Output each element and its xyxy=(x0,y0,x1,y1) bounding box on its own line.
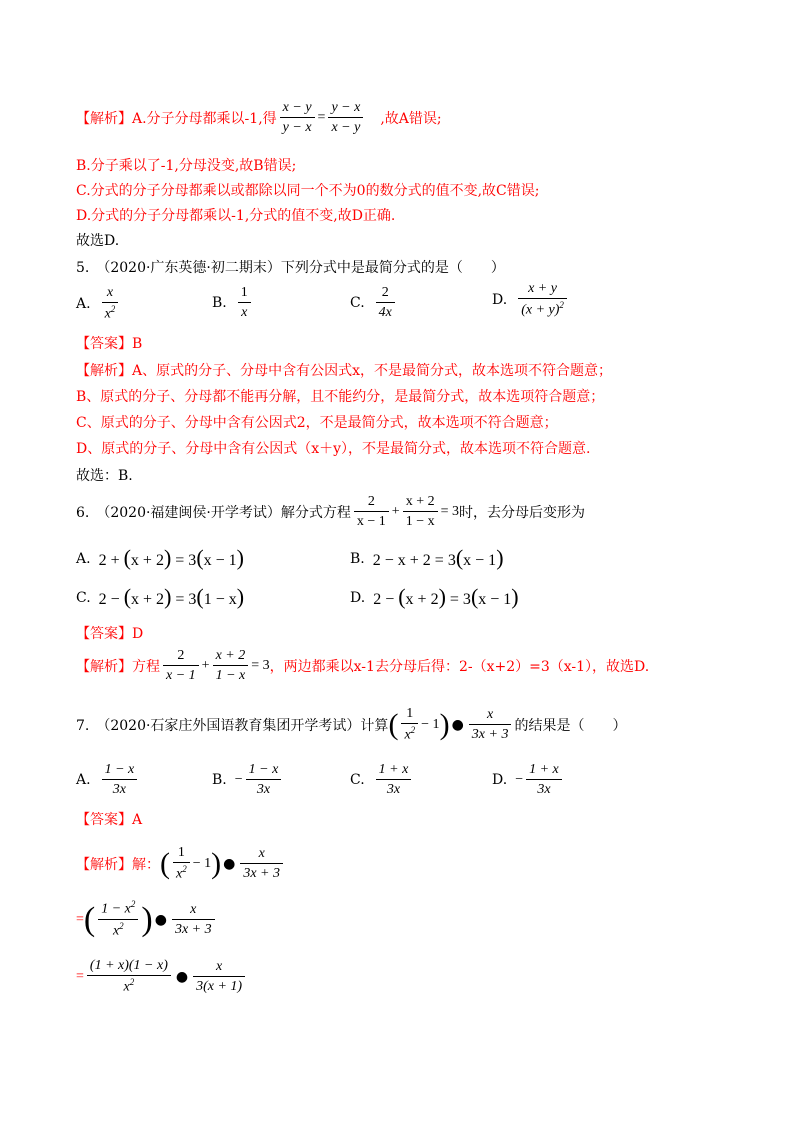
fraction: $\frac{x - y}{y - x}$ xyxy=(280,100,315,136)
q6-stem: 6. （2020·福建闽侯·开学考试）解分式方程 $\frac{2}{x - 1}$ + $\frac{x + 2}{1 - x}$ = 3 时，去分母后变形为 xyxy=(76,494,586,530)
q7-analysis-step1: 【解析】解： ( $\frac{1}{x^2}$ − 1 ) ● $\frac{x}{3x + 3}$ xyxy=(76,845,286,882)
q5-choose: 故选：B. xyxy=(76,468,133,484)
q6-answer: 【答案】D xyxy=(76,626,144,642)
option-label: B. xyxy=(212,771,227,788)
option-label: A. xyxy=(76,550,91,567)
q5-stem: 5. （2020·广东英德·初二期末）下列分式中是最简分式的是（ ） xyxy=(76,260,505,276)
q7-stem-suffix: 的结果是（ ） xyxy=(514,717,627,734)
q6-analysis-suffix: ，两边都乘以x-1去分母后得：2-（x+2）=3（x-1），故选D. xyxy=(269,658,650,675)
option-label: B. xyxy=(212,294,227,311)
fraction: $\frac{1}{x}$ xyxy=(238,285,251,321)
option-label: A. xyxy=(76,771,91,788)
q7-option-d: D. − $\frac{1 + x}{3x}$ xyxy=(492,762,565,798)
fraction: $\frac{x}{3x + 3}$ xyxy=(469,707,512,743)
fraction: $\frac{x + 2}{1 - x}$ xyxy=(213,648,249,684)
fraction: $\frac{1 - x}{3x}$ xyxy=(102,762,138,798)
option-label: D. xyxy=(350,589,366,606)
q6-option-c: C. 2 − (x + 2) = 3(1 − x) xyxy=(76,584,245,609)
q5-answer: 【答案】B xyxy=(76,336,143,352)
fraction: $\frac{x}{3(x + 1)}$ xyxy=(193,959,245,995)
q6-analysis-text: 【解析】方程 xyxy=(76,658,160,675)
fraction: $\frac{x + 2}{1 - x}$ xyxy=(403,494,438,530)
fraction: $\frac{2}{4x}$ xyxy=(376,285,395,321)
option-label: C. xyxy=(76,589,91,606)
q4-analysis-a: 【解析】A.分子分母都乘以-1,得 $\frac{x - y}{y - x}$ = $\frac{y - x}{x - y}$ ,故A错误; xyxy=(76,100,442,136)
q7-option-c xyxy=(350,762,414,798)
q7-stem: 7. （2020·石家庄外国语教育集团开学考试）计算 ( $\frac{1}{x^2}$ − 1 ) ● $\frac{x}{3x + 3}$ 的结果是（ ） xyxy=(76,706,627,744)
q7-analysis-text: 【解析】解： xyxy=(76,856,160,873)
q7-analysis-step2: = ( $\frac{1 - x^2}{x^2}$ ) ● $\frac{x}{3x + 3}$ xyxy=(76,900,218,939)
fraction: $\frac{1 - x^2}{x^2}$ xyxy=(98,900,138,939)
fraction: $\frac{2}{x - 1}$ xyxy=(354,494,389,530)
q5-analysis-a: 【解析】A、原式的分子、分母中含有公因式x，不是最简分式，故本选项不符合题意； xyxy=(76,363,613,379)
fraction: $\frac{1}{x^2}$ xyxy=(173,845,190,882)
q5-option-c xyxy=(350,285,398,321)
fraction: $\frac{x}{x^2}$ xyxy=(102,285,119,322)
q7-stem-text: 7. （2020·石家庄外国语教育集团开学考试）计算 xyxy=(76,717,389,734)
q6-option-b: B. 2 − x + 2 = 3(x − 1) xyxy=(350,545,504,570)
fraction: $\frac{1 - x}{3x}$ xyxy=(246,762,282,798)
fraction: $\frac{x + y}{(x + y)^2}$ xyxy=(518,281,567,318)
q4-choose: 故选D. xyxy=(76,233,120,249)
option-label: B. xyxy=(350,550,365,567)
fraction: $\frac{y - x}{x - y}$ xyxy=(328,100,363,136)
q7-option-a xyxy=(76,762,140,798)
fraction: $\frac{x}{3x + 3}$ xyxy=(172,902,215,938)
fraction: $\frac{x}{3x + 3}$ xyxy=(240,846,283,882)
q6-option-d: D. 2 − (x + 2) = 3(x − 1) xyxy=(350,584,519,609)
fraction: $\frac{1}{x^2}$ xyxy=(401,706,418,743)
q7-analysis-step3: = $\frac{(1 + x)(1 - x)}{x^2}$ ● $\frac{x}{3(x + 1)}$ xyxy=(76,958,248,995)
option-label: C. xyxy=(350,771,365,788)
fraction: $\frac{1 + x}{3x}$ xyxy=(376,762,412,798)
q4-analysis-c: C.分式的分子分母都乘以或都除以同一个不为0的数分式的值不变,故C错误; xyxy=(76,183,540,199)
q7-option-b: B. − $\frac{1 - x}{3x}$ xyxy=(212,762,284,798)
q4-analysis-a-suffix: ,故A错误; xyxy=(380,110,442,127)
q5-option-b xyxy=(212,285,254,321)
fraction: $\frac{(1 + x)(1 - x)}{x^2}$ xyxy=(87,958,171,995)
q4-analysis-a-text: 【解析】A.分子分母都乘以-1,得 xyxy=(76,110,277,127)
q5-analysis-b: B、原式的分子、分母都不能再分解，且不能约分，是最简分式，故本选项符合题意； xyxy=(76,389,605,405)
q5-option-d xyxy=(492,281,570,318)
q5-analysis-d: D、原式的分子、分母中含有公因式（x＋y），不是最简分式，故本选项不符合题意. xyxy=(76,441,591,457)
q5-analysis-c: C、原式的分子、分母中含有公因式2，不是最简分式，故本选项不符合题意； xyxy=(76,415,558,431)
q6-option-a: A. 2 + (x + 2) = 3(x − 1) xyxy=(76,545,244,570)
option-label: A. xyxy=(76,295,91,312)
fraction: $\frac{2}{x - 1}$ xyxy=(163,648,199,684)
option-label: D. xyxy=(492,771,508,788)
option-label: C. xyxy=(350,294,365,311)
q6-stem-suffix: 时，去分母后变形为 xyxy=(459,504,586,521)
q5-option-a xyxy=(76,285,121,322)
q6-analysis: 【解析】方程 $\frac{2}{x - 1}$ + $\frac{x + 2}{1 - x}$ = 3 ，两边都乘以x-1去分母后得：2-（x+2）=3（x-1），故选D. xyxy=(76,648,650,684)
q6-stem-text: 6. （2020·福建闽侯·开学考试）解分式方程 xyxy=(76,504,351,521)
q7-answer: 【答案】A xyxy=(76,812,143,828)
option-label: D. xyxy=(492,291,508,308)
fraction: $\frac{1 + x}{3x}$ xyxy=(526,762,562,798)
q4-analysis-b: B.分子乘以了-1,分母没变,故B错误; xyxy=(76,158,297,174)
q4-analysis-d: D.分式的分子分母都乘以-1,分式的值不变,故D正确. xyxy=(76,208,396,224)
